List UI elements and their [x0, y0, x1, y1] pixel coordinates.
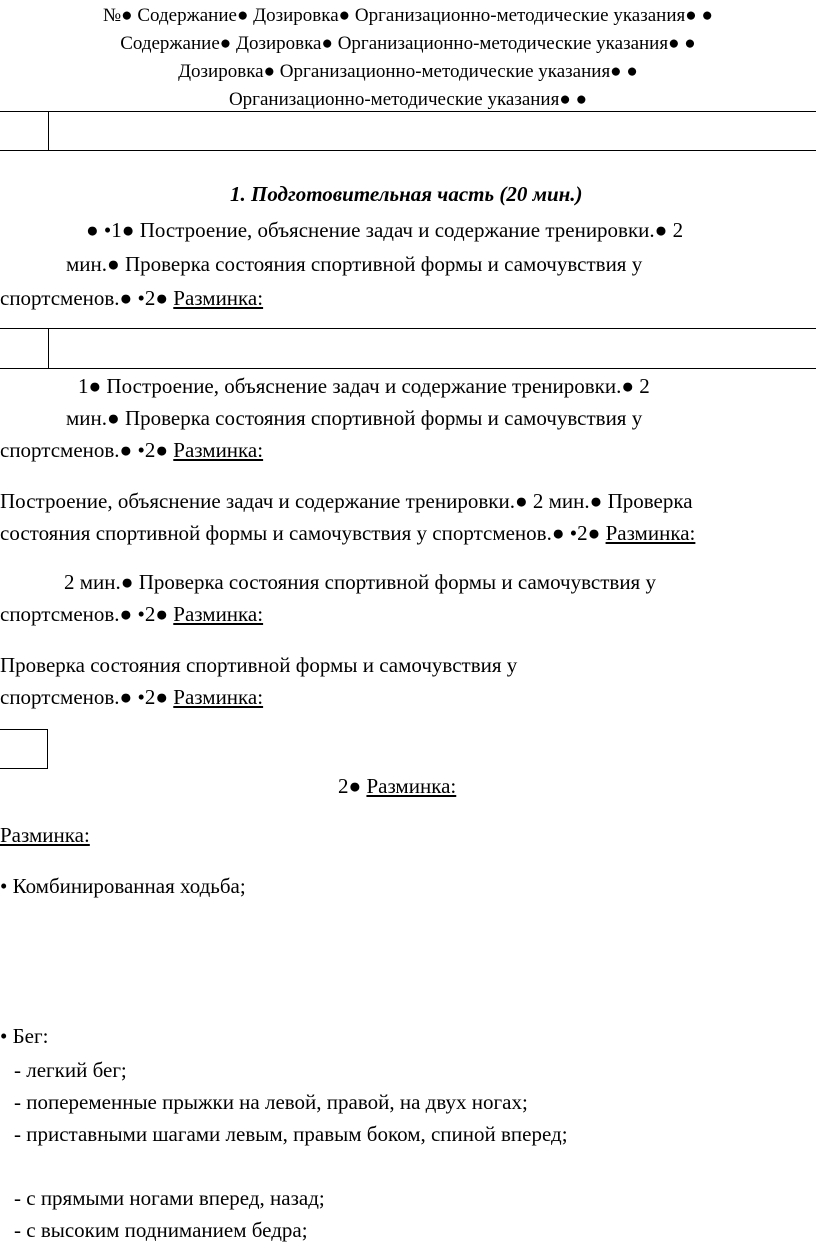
- block3-line2: [0, 520, 695, 546]
- block2-line1: 1● Построение, объяснение задач и содержание тренировки.● 2: [78, 374, 650, 398]
- table-border-top: [0, 111, 816, 112]
- block4-prefix: спортсменов.● •2●: [0, 602, 174, 626]
- list-item: - с высоким подниманием бедра;: [14, 1218, 308, 1242]
- table-cell-box: [0, 729, 48, 769]
- warmup-link: Разминка:: [173, 438, 264, 462]
- list-item: - легкий бег;: [14, 1058, 127, 1082]
- list-item: - приставными шагами левым, правым боком, спиной вперед;: [14, 1122, 568, 1146]
- section-title: 1. Подготовительная часть (20 мин.): [230, 182, 583, 206]
- block2-prefix: спортсменов.● •2●: [0, 438, 174, 462]
- block4-line1: 2 мин.● Проверка состояния спортивной формы и самочувствия у: [64, 570, 656, 594]
- table2-column-divider: [48, 328, 49, 368]
- block4-line2: [0, 601, 263, 627]
- warmup-link: Разминка:: [366, 774, 457, 798]
- warmup-link: Разминка:: [173, 602, 264, 626]
- table-column-divider: [48, 111, 49, 150]
- block1-line3: [0, 285, 263, 311]
- warmup-link: Разминка:: [173, 286, 264, 310]
- block6-prefix: 2●: [338, 774, 367, 798]
- exercise-walk: • Комбинированная ходьба;: [0, 874, 246, 898]
- header-row-3: Дозировка● Организационно-методические указания● ●: [178, 61, 638, 82]
- block2-line3: [0, 437, 263, 463]
- warmup-link: Разминка:: [173, 685, 264, 709]
- block1-prefix: спортсменов.● •2●: [0, 286, 174, 310]
- block2-line2: мин.● Проверка состояния спортивной формы и самочувствия у: [66, 406, 643, 430]
- block3-prefix: состояния спортивной формы и самочувствия у спортсменов.● •2●: [0, 521, 606, 545]
- list-item: - с прямыми ногами вперед, назад;: [14, 1186, 325, 1210]
- table-border-bottom: [0, 150, 816, 151]
- exercise-run: • Бег:: [0, 1024, 49, 1048]
- table2-border-top: [0, 328, 816, 329]
- block1-line1: ● •1● Построение, объяснение задач и содержание тренировки.● 2: [86, 218, 684, 242]
- warmup-link: Разминка:: [605, 521, 696, 545]
- warmup-heading: Разминка:: [0, 823, 90, 847]
- block1-line2: мин.● Проверка состояния спортивной формы и самочувствия у: [66, 252, 643, 276]
- block5-line1: Проверка состояния спортивной формы и самочувствия у: [0, 653, 518, 677]
- header-row-1: №● Содержание● Дозировка● Организационно-методические указания● ●: [103, 5, 713, 26]
- block3-line1: Построение, объяснение задач и содержание тренировки.● 2 мин.● Проверка: [0, 489, 693, 513]
- header-row-2: Содержание● Дозировка● Организационно-методические указания● ●: [120, 33, 696, 54]
- block5-line2: [0, 684, 263, 710]
- block6-line1: [338, 773, 456, 799]
- header-row-4: Организационно-методические указания● ●: [228, 89, 588, 110]
- table2-border-bottom: [0, 368, 816, 369]
- block5-prefix: спортсменов.● •2●: [0, 685, 174, 709]
- list-item: - попеременные прыжки на левой, правой, на двух ногах;: [14, 1090, 528, 1114]
